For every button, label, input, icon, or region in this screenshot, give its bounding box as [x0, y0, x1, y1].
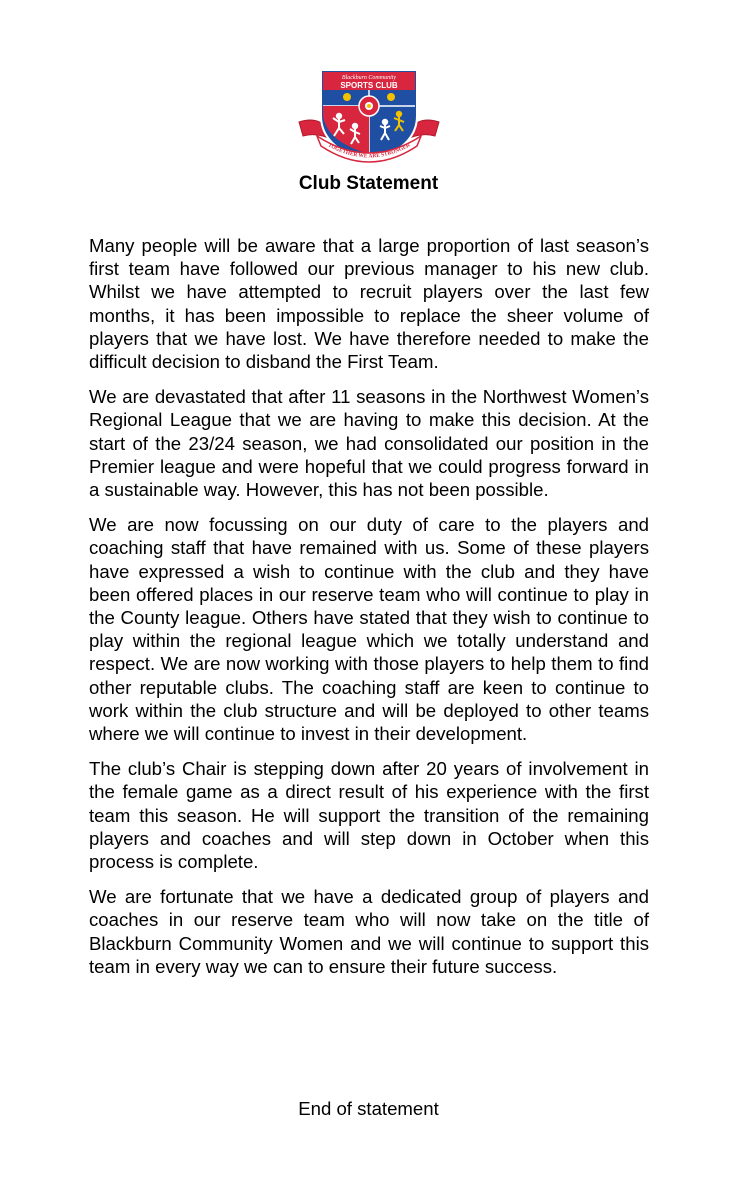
logo-main-text: SPORTS CLUB: [340, 81, 398, 90]
flower-icon: [387, 93, 395, 101]
statement-paragraph: We are now focussing on our duty of care to the players and coaching staff that have remained with us. Some of these players have expressed a wish to continue with the club and they have been offered places in our reserve team who will continue to play in the County league. Others have stated that they wish to continue to play within the regional league which we totally understand and respect. We are now working with those players to help them to find other reputable clubs. The coaching staff are keen to continue to work within the club structure and will be deployed to other teams where we will continue to invest in their development.: [89, 514, 649, 745]
statement-body: [89, 234, 649, 990]
statement-paragraph: We are devastated that after 11 seasons in the Northwest Women’s Regional League that we are having to make this decision. At the start of the 23/24 season, we had consolidated our position in the Premier league and were hopeful that we could progress forward in a sustainable way. However, this has not been possible.: [89, 386, 649, 501]
statement-paragraph: Many people will be aware that a large proportion of last season’s first team have followed our previous manager to his new club. Whilst we have attempted to recruit players over the last few months, it has been impossible to replace the sheer volume of players that we have lost. We have therefore needed to make the difficult decision to disband the First Team.: [89, 235, 649, 373]
statement-paragraph: We are fortunate that we have a dedicated group of players and coaches in our reserve team who will now take on the title of Blackburn Community Women and we will continue to support this team in every way we can to ensure their future success.: [89, 886, 649, 977]
logo-top-text: Blackburn Community: [341, 75, 397, 81]
logo-motto: TOGETHER WE ARE STRONGER: [326, 142, 412, 160]
club-logo: [297, 66, 441, 166]
flower-icon: [343, 93, 351, 101]
statement-paragraph: The club’s Chair is stepping down after 20 years of involvement in the female game as a direct result of his experience with the first team this season. He will support the transition of the remaining players and coaches and will step down in October when this process is complete.: [89, 758, 649, 873]
end-of-statement: End of statement: [298, 1098, 439, 1119]
statement-title: Club Statement: [298, 173, 439, 194]
